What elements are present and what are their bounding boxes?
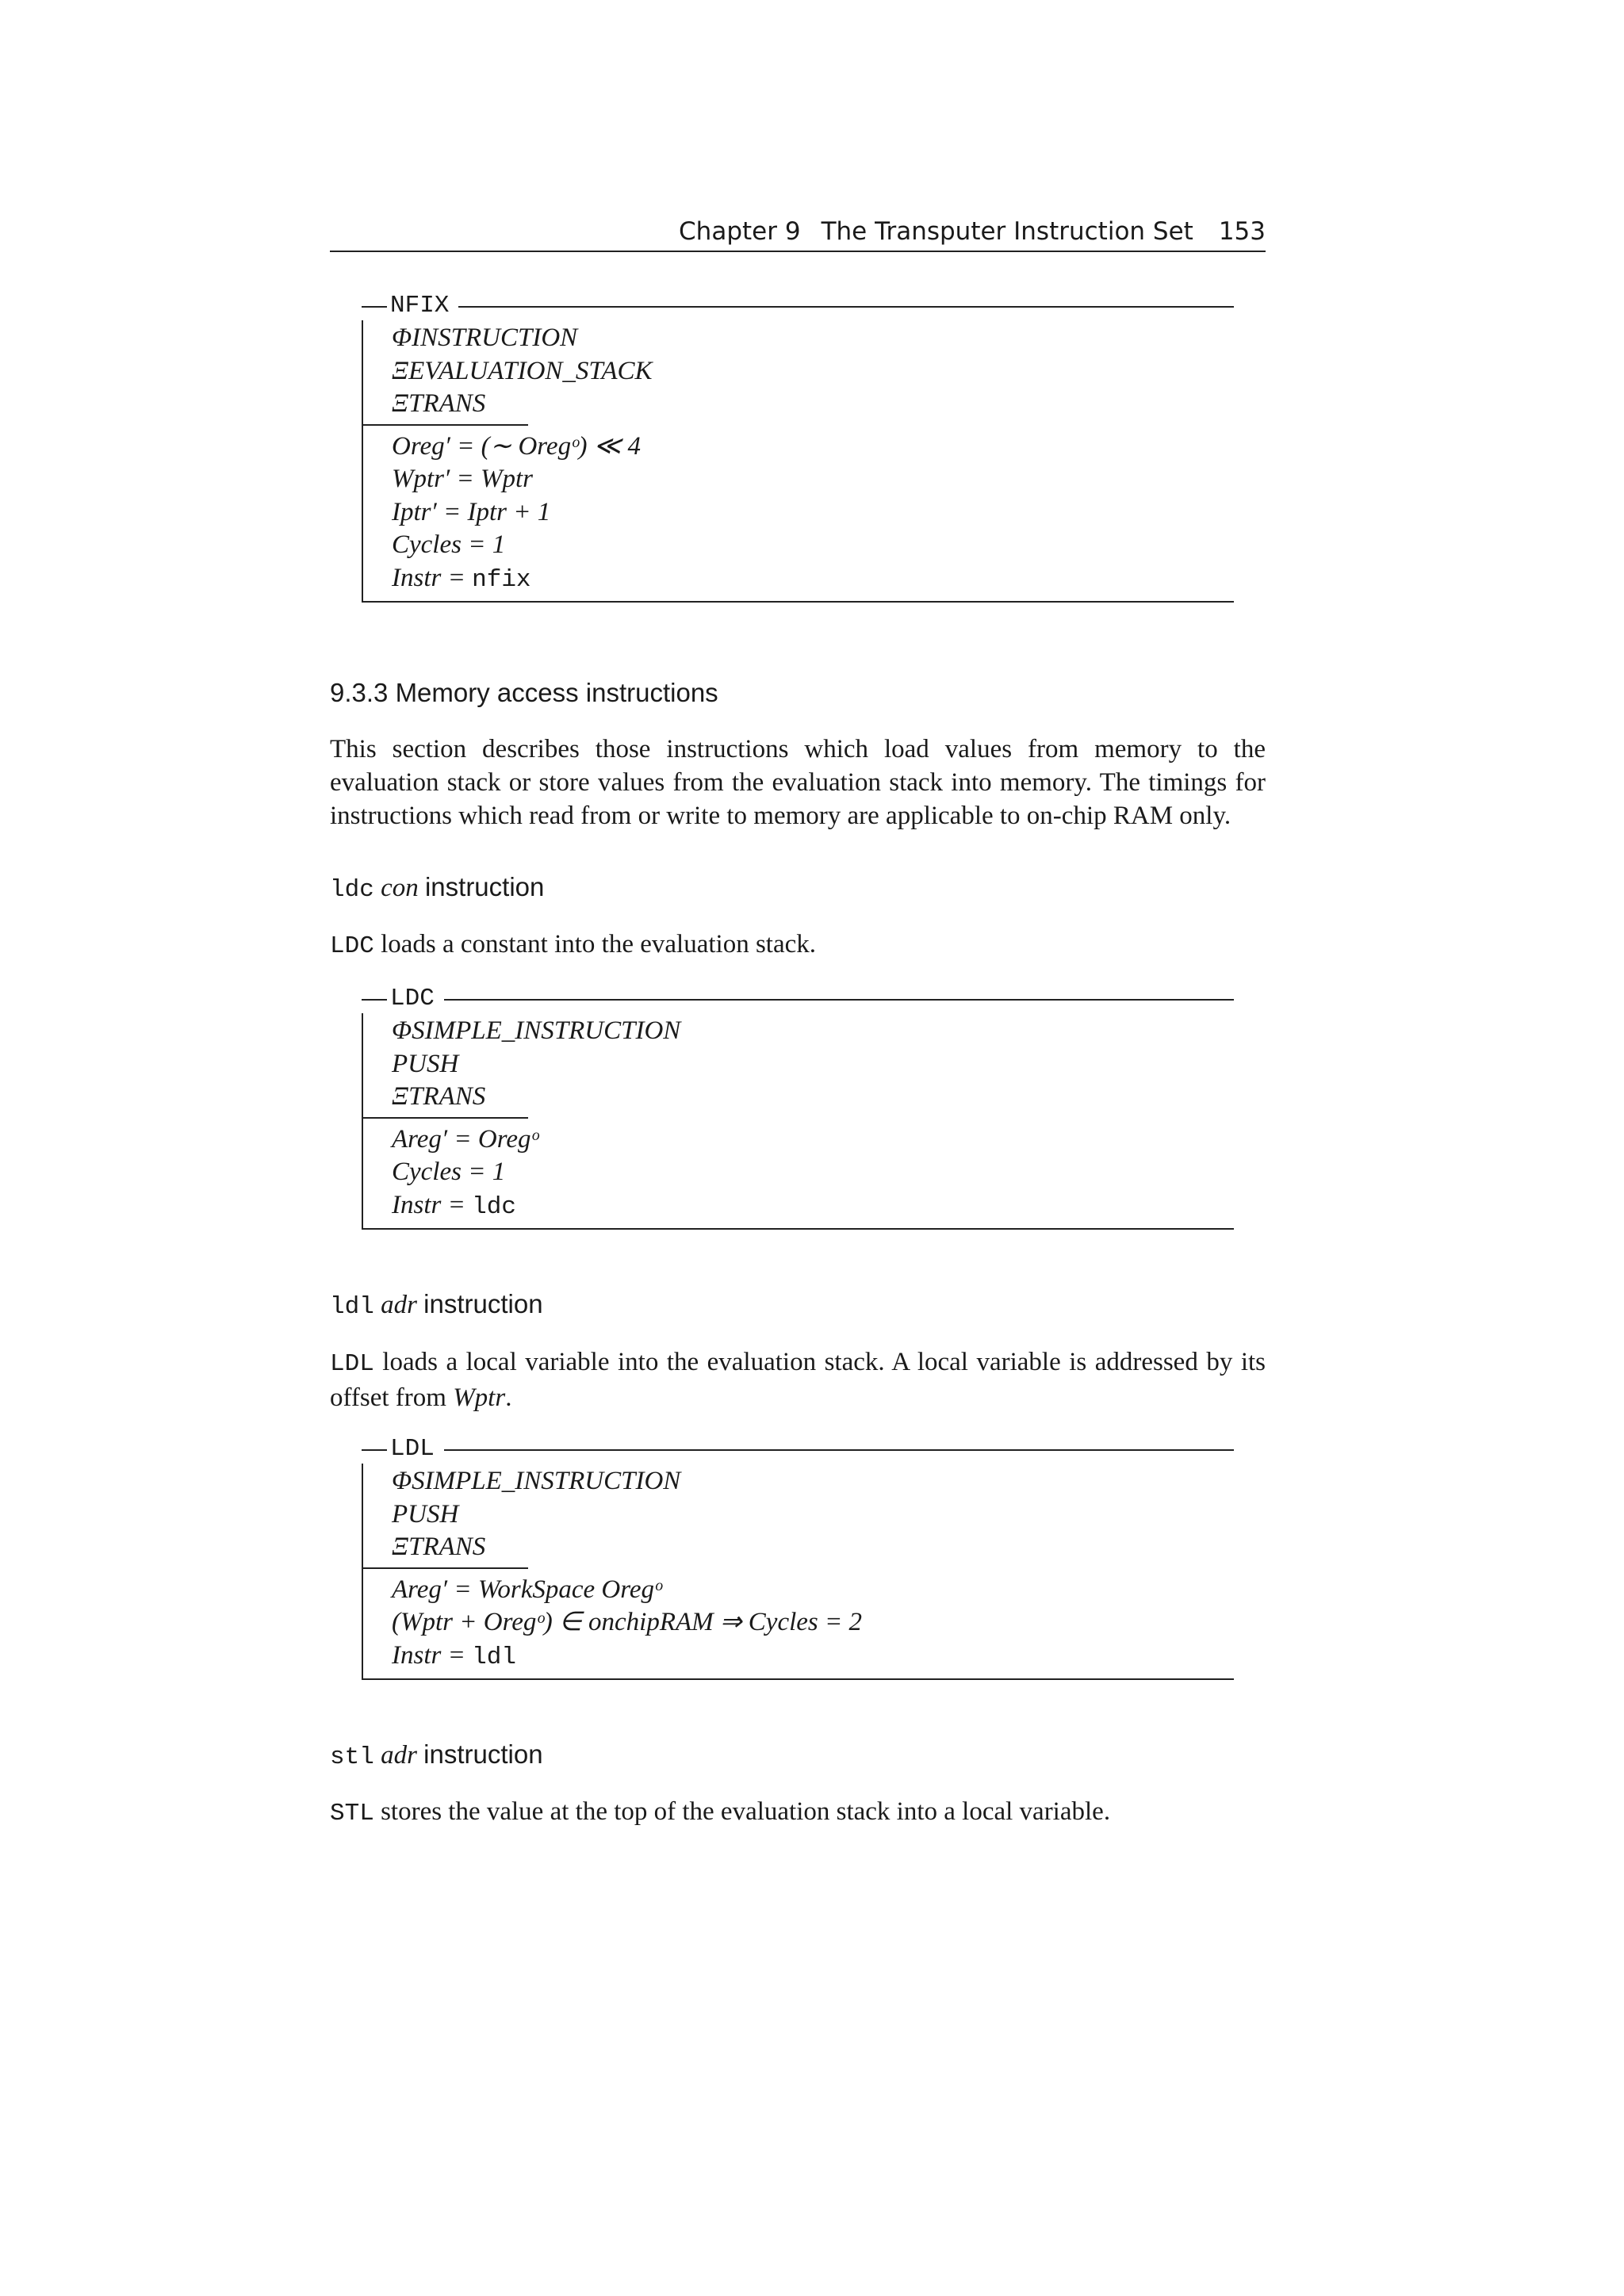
- schema-name: NFIX: [390, 292, 450, 320]
- page-number: 153: [1218, 217, 1266, 246]
- ldc-description: LDC loads a constant into the evaluation stack.: [330, 930, 816, 960]
- chapter-label: Chapter 9: [679, 217, 801, 246]
- schema-pred: Cycles = 1: [392, 530, 506, 559]
- schema-declarations: [392, 1013, 1234, 1117]
- schema-name: LDC: [390, 985, 435, 1012]
- nfix-schema: [362, 292, 1234, 603]
- schema-pred: Oreg′ = (∼ Oregᵒ) ≪ 4: [392, 431, 642, 461]
- schema-pred: Areg′ = WorkSpace Oregᵒ: [392, 1575, 662, 1604]
- schema-pred: Areg′ = Oregᵒ: [392, 1124, 538, 1154]
- running-header: [330, 212, 1266, 252]
- schema-decl: ΦINSTRUCTION: [392, 323, 578, 352]
- ldl-heading: ldl adr instruction: [330, 1289, 543, 1321]
- stl-description: STL stores the value at the top of the evaluation stack into a local variable.: [330, 1797, 1111, 1827]
- stl-heading: stl adr instruction: [330, 1739, 543, 1771]
- schema-pred: Instr = nfix: [392, 563, 531, 594]
- section-intro: This section describes those instructions which load values from memory to the evaluation stack or store values from the evaluation stack into memory. The timings for instructions which read from or write to memory are applicable to on-chip RAM only.: [330, 735, 1266, 830]
- schema-pred: Wptr′ = Wptr: [392, 465, 533, 493]
- section-heading: 9.3.3 Memory access instructions: [330, 678, 718, 707]
- schema-decl: ΞTRANS: [392, 1082, 486, 1111]
- ldl-schema: [362, 1435, 1234, 1680]
- schema-decl: ΦSIMPLE_INSTRUCTION: [392, 1016, 681, 1045]
- ldc-schema: [362, 985, 1234, 1230]
- schema-predicates: [392, 1569, 1234, 1679]
- ldc-heading: ldc con instruction: [330, 872, 545, 904]
- schema-pred: Iptr′ = Iptr + 1: [392, 497, 551, 526]
- schema-declarations: [392, 320, 1234, 424]
- schema-pred: (Wptr + Oregᵒ) ∈ onchipRAM ⇒ Cycles = 2: [392, 1608, 863, 1636]
- ldl-description: LDL loads a local variable into the evaluation stack. A local variable is addressed by its offset from Wptr.: [330, 1348, 1266, 1412]
- schema-decl: PUSH: [392, 1499, 459, 1529]
- schema-declarations: [392, 1464, 1234, 1567]
- chapter-title: The Transputer Instruction Set: [821, 217, 1193, 246]
- schema-predicates: [392, 1119, 1234, 1229]
- schema-decl: ΞEVALUATION_STACK: [392, 356, 653, 385]
- schema-pred: Cycles = 1: [392, 1158, 506, 1186]
- schema-pred: Instr = ldc: [392, 1190, 516, 1221]
- schema-decl: ΞTRANS: [392, 1533, 486, 1561]
- schema-pred: Instr = ldl: [392, 1640, 516, 1671]
- schema-name: LDL: [390, 1435, 435, 1463]
- schema-decl: ΦSIMPLE_INSTRUCTION: [392, 1467, 681, 1495]
- schema-predicates: [392, 426, 1234, 602]
- schema-decl: ΞTRANS: [392, 389, 486, 418]
- schema-decl: PUSH: [392, 1049, 459, 1078]
